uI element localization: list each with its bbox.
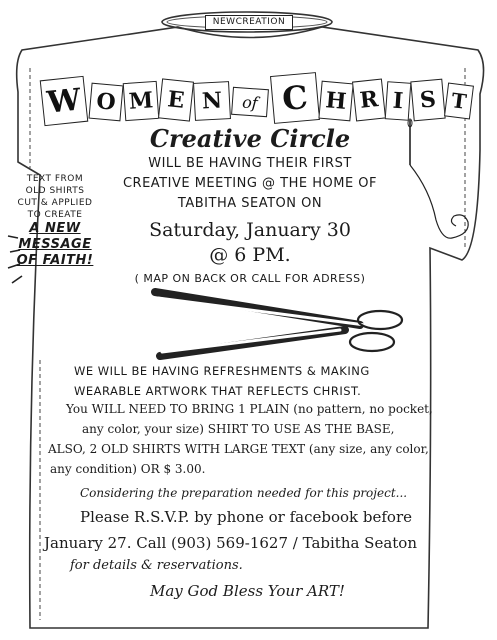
intro-line: WILL BE HAVING THEIR FIRST [148,156,352,171]
scissors-icon [155,292,402,356]
side-note-line: CUT & APPLIED [17,198,93,208]
side-note-emphasis: A NEW [29,221,81,236]
side-note-line: TEXT FROM [26,174,84,184]
side-note-emphasis: OF FAITH! [16,253,94,268]
body-line: You WILL NEED TO BRING 1 PLAIN (no pattern, no pocket, [66,402,433,416]
rsvp-line: Please R.S.V.P. by phone or facebook before [80,508,413,526]
title-letter-s: S [410,79,445,122]
side-note [16,173,94,269]
event-date: Saturday, January 30 [149,219,351,241]
body-line: WE WILL BE HAVING REFRESHMENTS & MAKING [74,364,370,378]
title-letter-m: M [123,81,160,121]
body-line: Considering the preparation needed for this project... [80,486,408,500]
title-letter-w: W [40,76,89,126]
body-line: any condition) OR $ 3.00. [50,462,206,476]
title-letter-c: C [270,72,320,124]
contact-line: January 27. Call (903) 569-1627 / Tabitha Seaton [44,534,418,552]
title-letter-o: O [88,83,123,122]
title-letter-t: T [444,83,474,120]
body-line: for details & reservations. [70,558,243,573]
body-line: any color, your size) SHIRT TO USE AS THE BASE, [82,422,395,436]
body-line: WEARABLE ARTWORK THAT REFLECTS CHRIST. [74,384,362,398]
title-letter-i: I [385,81,412,121]
side-note-line: OLD SHIRTS [25,186,85,196]
title-word-of: of [231,87,269,117]
title-letter-h: H [318,81,353,122]
closing-blessing: May God Bless Your ART! [150,582,345,600]
map-note: ( MAP ON BACK OR CALL FOR ADRESS) [134,272,366,285]
collar-tag: NEWCREATION [205,15,293,30]
side-note-emphasis: MESSAGE [18,237,92,252]
side-note-line: TO CREATE [27,210,83,220]
subtitle: Creative Circle [149,124,351,153]
title-letter-n: N [193,81,231,121]
event-time: @ 6 PM. [209,244,291,266]
body-line: ALSO, 2 OLD SHIRTS WITH LARGE TEXT (any size, any color, [48,442,429,456]
title-letter-e: E [158,78,194,121]
intro-line: TABITHA SEATON ON [177,196,323,211]
title-letter-r: R [352,79,386,122]
intro-line: CREATIVE MEETING @ THE HOME OF [122,176,378,191]
